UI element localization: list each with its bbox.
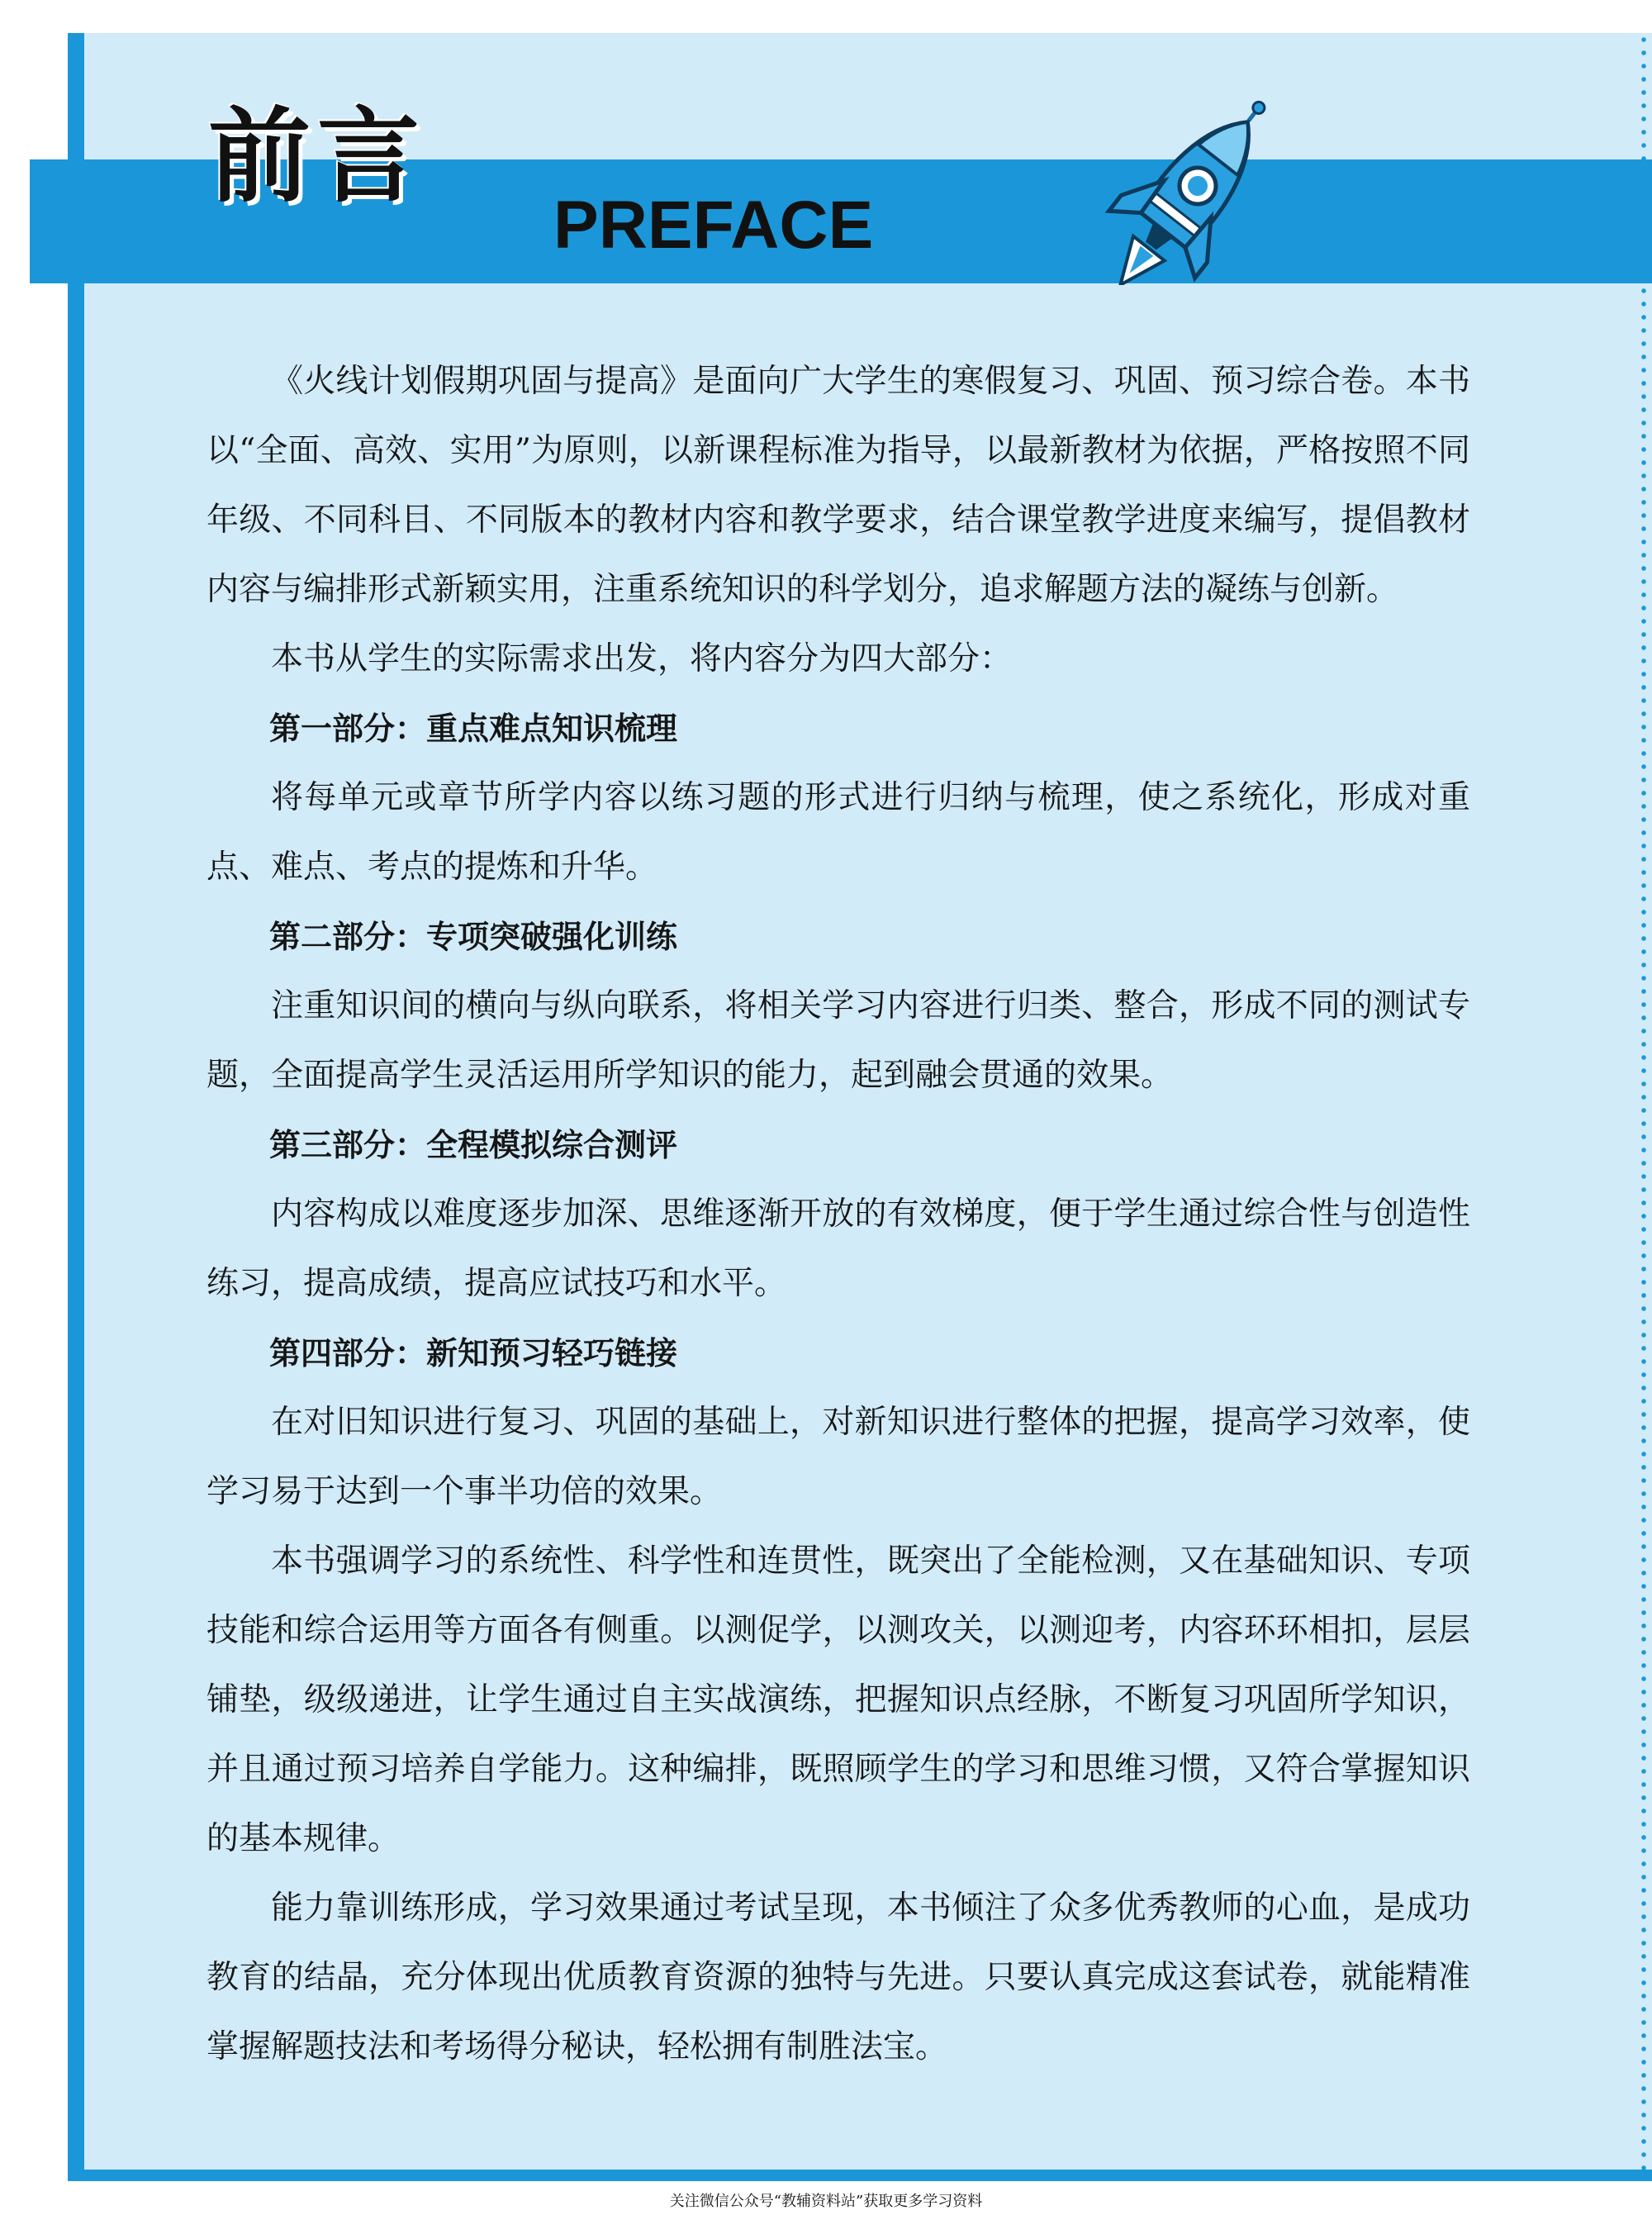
parts-intro: 本书从学生的实际需求出发，将内容分为四大部分： bbox=[271, 640, 1013, 677]
page-title: 前言 bbox=[208, 97, 427, 216]
section-3-title: 第三部分：全程模拟综合测评 bbox=[269, 1127, 678, 1163]
preface-body bbox=[206, 347, 1470, 2082]
section-2-title: 第二部分：专项突破强化训练 bbox=[269, 919, 678, 955]
section-2-text: 注重知识间的横向与纵向联系，将相关学习内容进行归类、整合，形成不同的测试专题，全面提高学生灵活运用所学知识的能力，起到融会贯通的效果。 bbox=[206, 987, 1470, 1094]
page-subtitle: PREFACE bbox=[553, 188, 874, 263]
section-1-title: 第一部分：重点难点知识梳理 bbox=[269, 711, 678, 747]
section-4-text: 在对旧知识进行复习、巩固的基础上，对新知识进行整体的把握，提高学习效率，使学习易于达到一个事半功倍的效果。 bbox=[206, 1404, 1470, 1510]
intro-paragraph: 《火线计划假期巩固与提高》是面向广大学生的寒假复习、巩固、预习综合卷。本书以“全面、高效、实用”为原则，以新课程标准为指导，以最新教材为依据，严格按照不同年级、不同科目、不同版本的教材内容和教学要求，结合课堂教学进度来编写，提倡教材内容与编排形式新颖实用，注重系统知识的科学划分，追求解题方法的凝练与创新。 bbox=[206, 363, 1470, 608]
dotted-border bbox=[1640, 33, 1647, 2181]
rocket-icon bbox=[1074, 95, 1305, 285]
section-4-title: 第四部分：新知预习轻巧链接 bbox=[269, 1335, 678, 1371]
closing-paragraph: 能力靠训练形成，学习效果通过考试呈现，本书倾注了众多优秀教师的心血，是成功教育的结晶，充分体现出优质教育资源的独特与先进。只要认真完成这套试卷，就能精准掌握解题技法和考场得分秘诀，轻松拥有制胜法宝。 bbox=[206, 1889, 1470, 2065]
section-1-text: 将每单元或章节所学内容以练习题的形式进行归纳与梳理，使之系统化，形成对重点、难点、考点的提炼和升华。 bbox=[206, 779, 1470, 886]
section-3-text: 内容构成以难度逐步加深、思维逐渐开放的有效梯度，便于学生通过综合性与创造性练习，提高成绩，提高应试技巧和水平。 bbox=[206, 1195, 1470, 1302]
summary-paragraph: 本书强调学习的系统性、科学性和连贯性，既突出了全能检测，又在基础知识、专项技能和综合运用等方面各有侧重。以测促学，以测攻关，以测迎考，内容环环相扣，层层铺垫，级级递进，让学生通过自主实战演练，把握知识点经脉，不断复习巩固所学知识，并且通过预习培养自学能力。这种编排，既照顾学生的学习和思维习惯，又符合掌握知识的基本规律。 bbox=[206, 1542, 1470, 1857]
footer-note: 关注微信公众号“教辅资料站”获取更多学习资料 bbox=[669, 2193, 983, 2210]
